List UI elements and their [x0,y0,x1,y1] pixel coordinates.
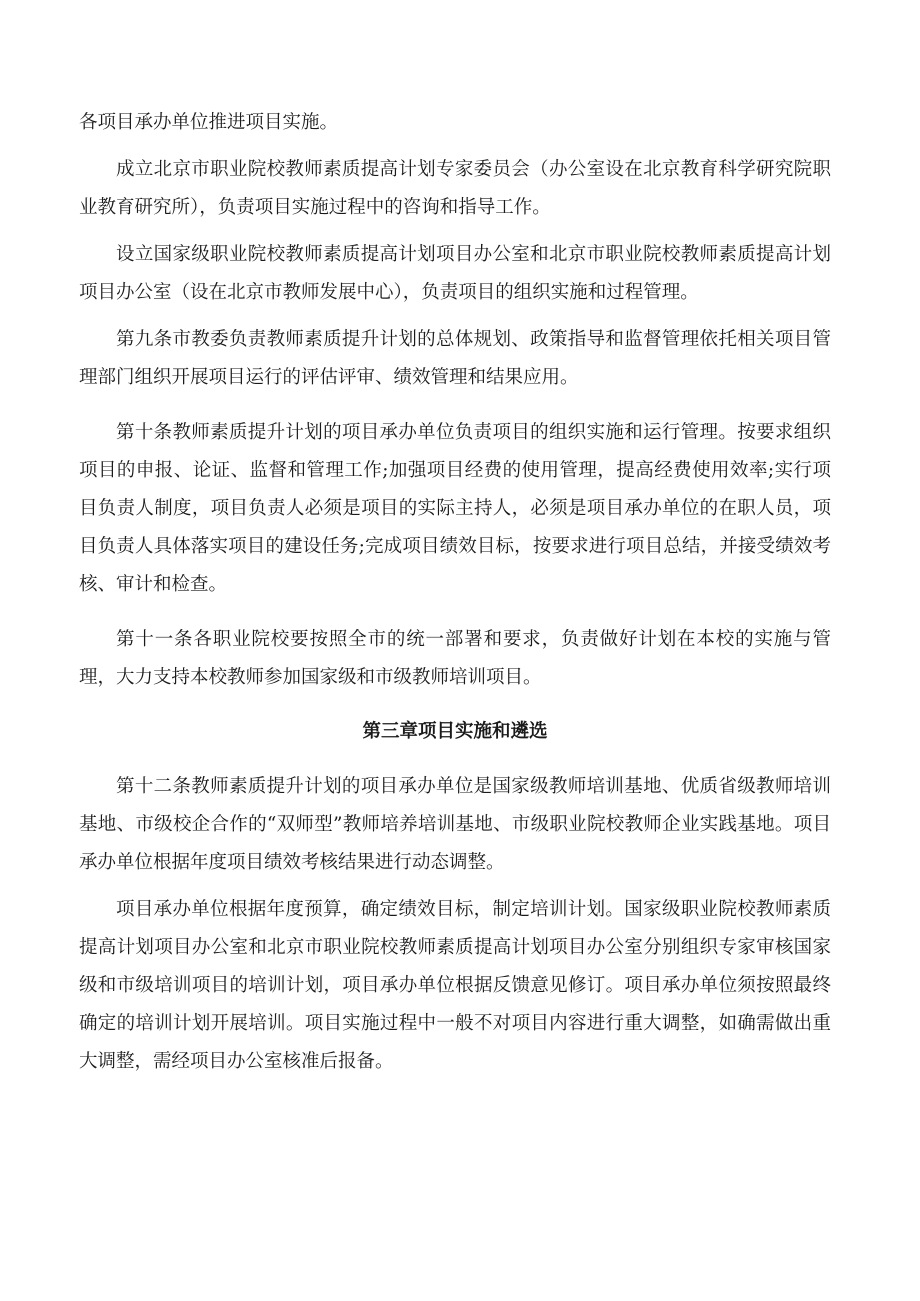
paragraph-article-10: 第十条教师素质提升计划的项目承办单位负责项目的组织实施和运行管理。按要求组织项目的申报、论证、监督和管理工作;加强项目经费的使用管理，提高经费使用效率;实行项目负责人制度，项目负责人必须是项目的实际主持人，必须是项目承办单位的在职人员，项目负责人具体落实项目的建设任务;完成项目绩效目标，按要求进行项目总结，并接受绩效考核、审计和检查。 [79,422,831,595]
chapter-heading: 第三章项目实施和遴选 [362,721,548,742]
paragraph-project-office: 设立国家级职业院校教师素质提高计划项目办公室和北京市职业院校教师素质提高计划项目办公室（设在北京市教师发展中心），负责项目的组织实施和过程管理。 [79,244,831,303]
paragraph-training-plan: 项目承办单位根据年度预算，确定绩效目标，制定培训计划。国家级职业院校教师素质提高计划项目办公室和北京市职业院校教师素质提高计划项目办公室分别组织专家审核国家级和市级培训项目的培训计划，项目承办单位根据反馈意见修订。项目承办单位须按照最终确定的培训计划开展培训。项目实施过程中一般不对项目内容进行重大调整，如确需做出重大调整，需经项目办公室核准后报备。 [79,899,831,1072]
paragraph-expert-committee: 成立北京市职业院校教师素质提高计划专家委员会（办公室设在北京教育科学研究院职业教育研究所），负责项目实施过程中的咨询和指导工作。 [79,159,831,218]
paragraph-continuation: 各项目承办单位推进项目实施。 [79,112,339,133]
paragraph-article-9: 第九条市教委负责教师素质提升计划的总体规划、政策指导和监督管理依托相关项目管理部门组织开展项目运行的评估评审、绩效管理和结果应用。 [79,329,831,388]
document-page [79,104,831,1081]
paragraph-article-12: 第十二条教师素质提升计划的项目承办单位是国家级教师培训基地、优质省级教师培训基地、市级校企合作的“双师型”教师培养培训基地、市级职业院校教师企业实践基地。项目承办单位根据年度项目绩效考核结果进行动态调整。 [79,776,831,873]
paragraph-article-11: 第十一条各职业院校要按照全市的统一部署和要求，负责做好计划在本校的实施与管理，大力支持本校教师参加国家级和市级教师培训项目。 [79,629,831,688]
